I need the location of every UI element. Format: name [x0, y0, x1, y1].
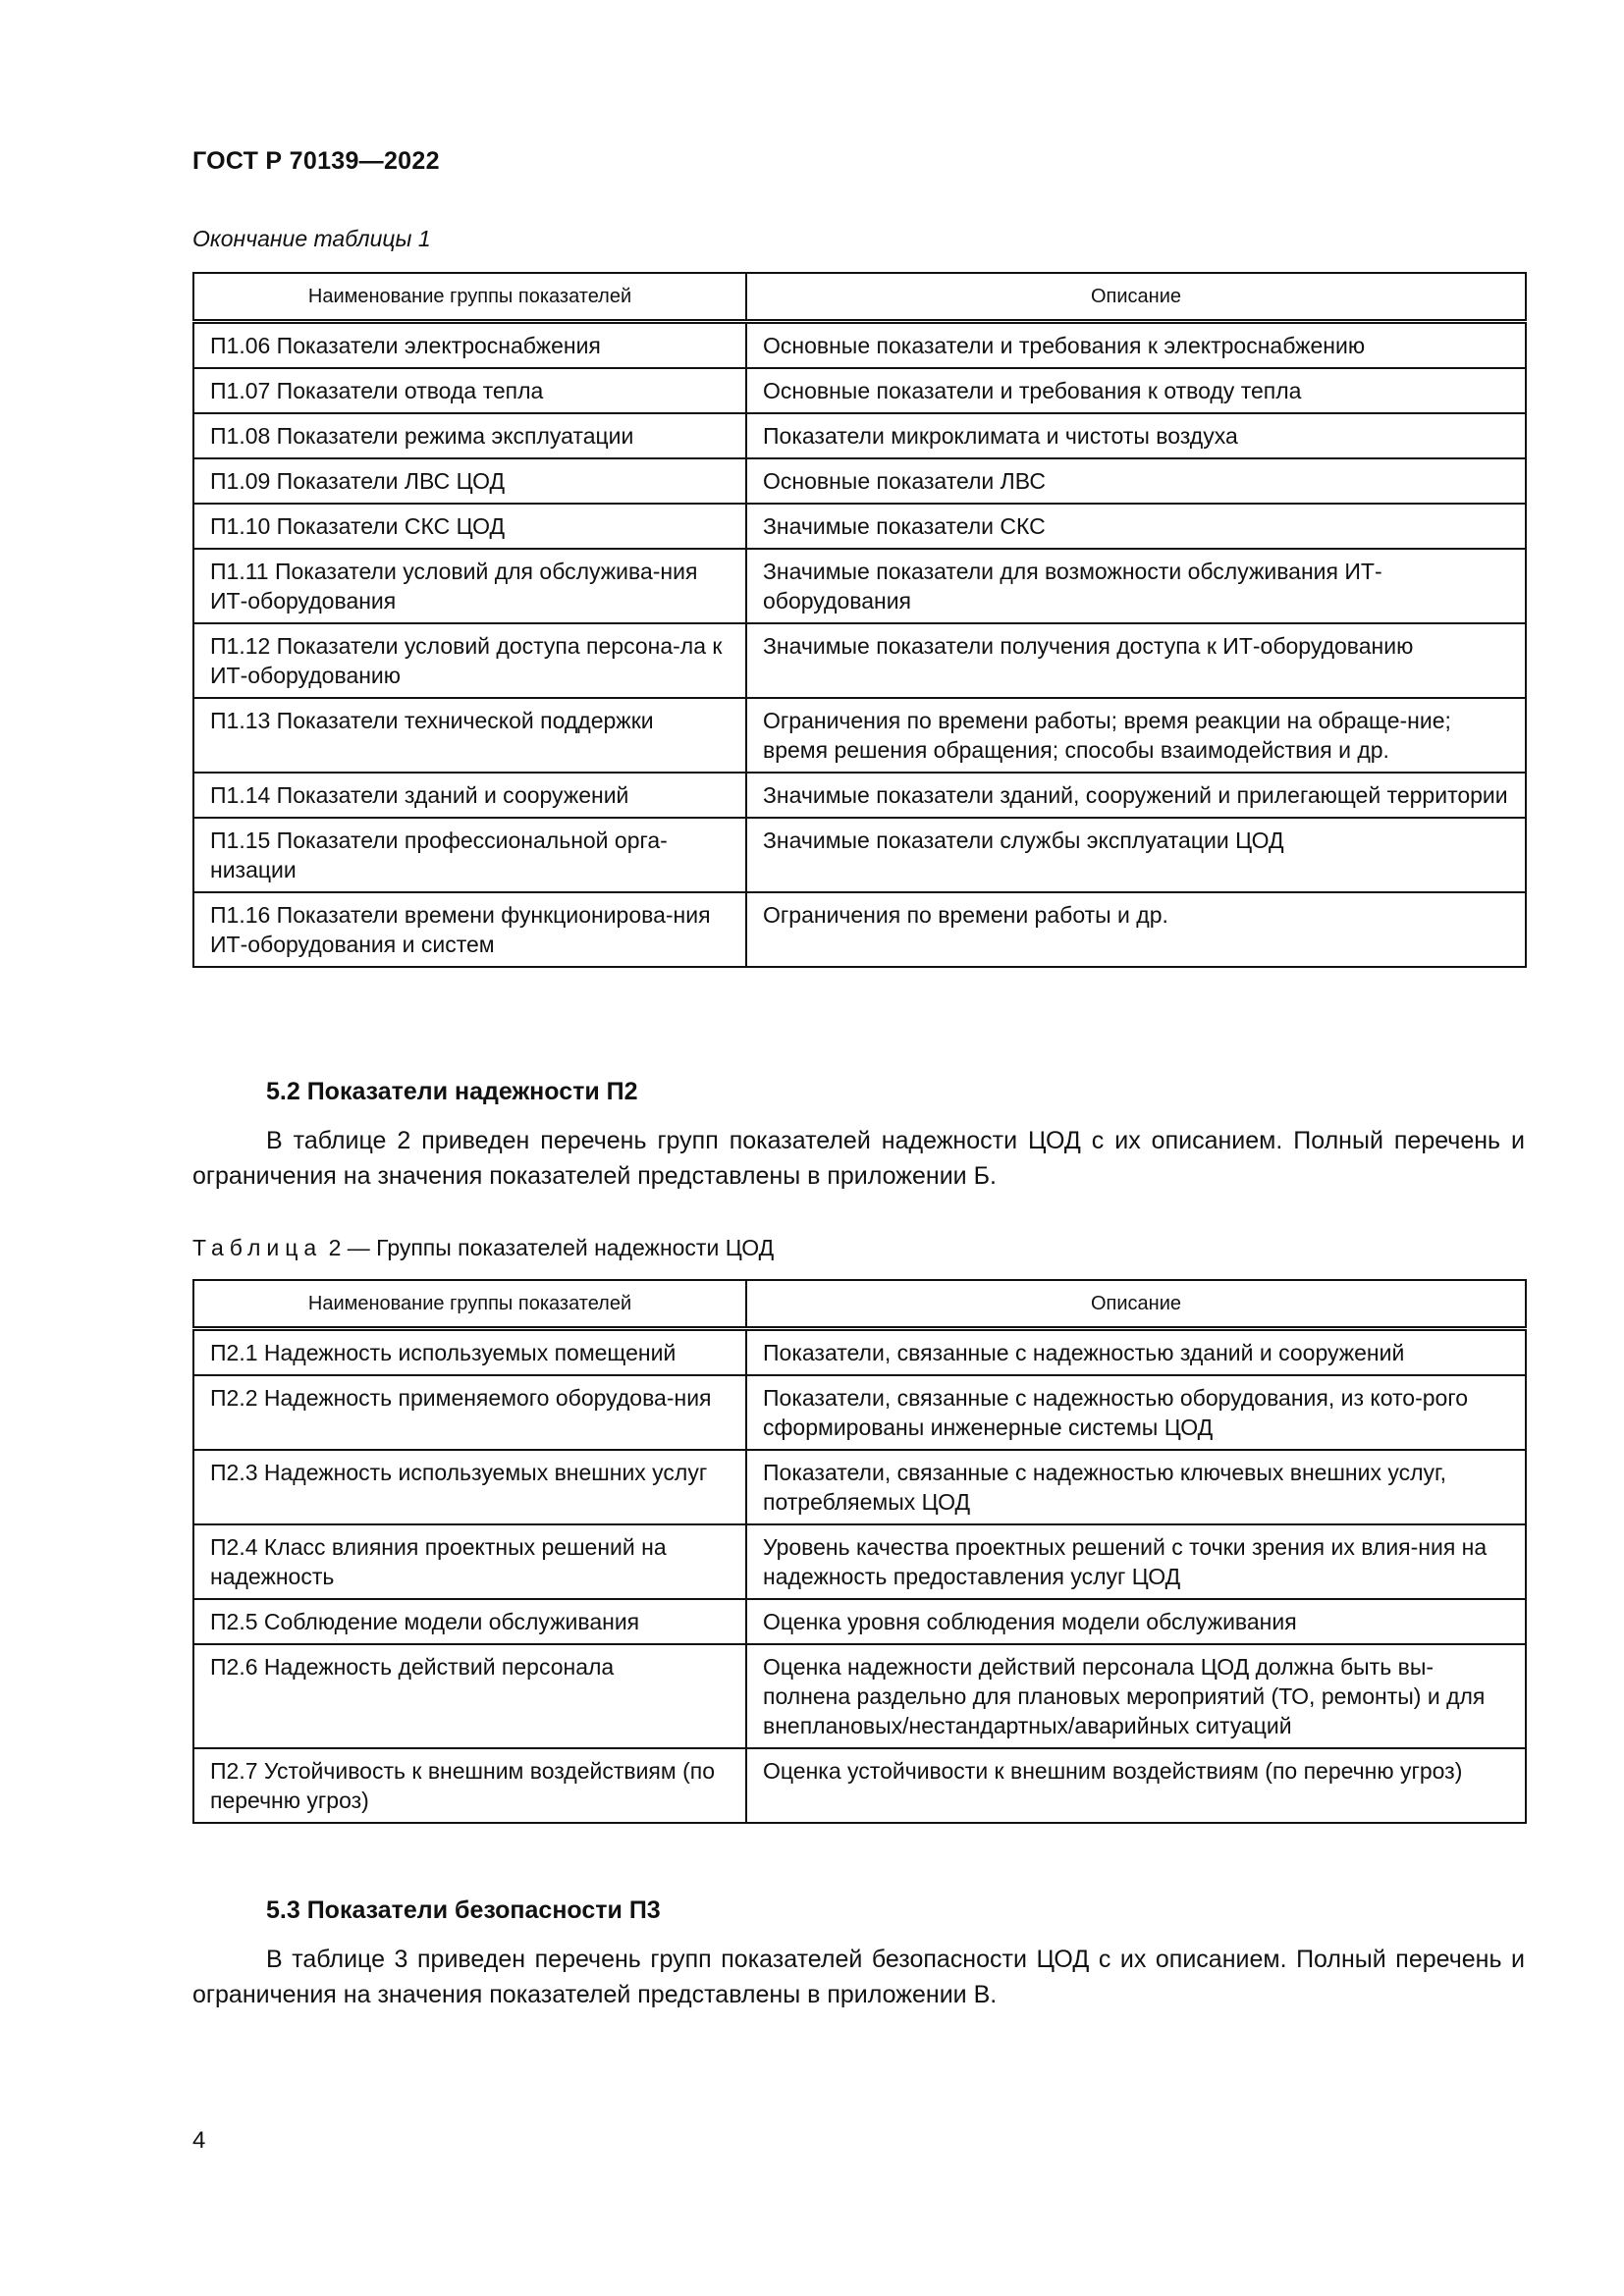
section-5-2-heading: 5.2 Показатели надежности П2 — [266, 1078, 638, 1105]
group-name-cell: П2.1 Надежность используемых помещений — [193, 1329, 746, 1376]
group-name-cell: П1.15 Показатели профессиональной орга-низации — [193, 818, 746, 892]
table-row — [193, 1375, 1526, 1450]
table-row — [193, 1748, 1526, 1823]
column-header-description: Описание — [746, 1280, 1526, 1329]
description-cell: Основные показатели ЛВС — [746, 458, 1526, 504]
section-5-3-heading: 5.3 Показатели безопасности П3 — [266, 1896, 661, 1924]
description-cell: Основные показатели и требования к отводу тепла — [746, 368, 1526, 413]
table-row — [193, 1599, 1526, 1644]
document-header-title: ГОСТ Р 70139—2022 — [192, 147, 440, 175]
table-row — [193, 1644, 1526, 1748]
group-name-cell: П1.07 Показатели отвода тепла — [193, 368, 746, 413]
column-header-name: Наименование группы показателей — [193, 1280, 746, 1329]
group-name-cell: П2.7 Устойчивость к внешним воздействиям (по перечню угроз) — [193, 1748, 746, 1823]
column-header-description: Описание — [746, 273, 1526, 322]
table2-caption-word: Таблица — [192, 1235, 323, 1260]
table-row — [193, 1450, 1526, 1524]
group-name-cell: П1.09 Показатели ЛВС ЦОД — [193, 458, 746, 504]
group-name-cell: П2.6 Надежность действий персонала — [193, 1644, 746, 1748]
group-name-cell: П1.14 Показатели зданий и сооружений — [193, 773, 746, 818]
table-row — [193, 1329, 1526, 1376]
table1-continuation-label: Окончание таблицы 1 — [192, 226, 431, 251]
group-name-cell: П2.4 Класс влияния проектных решений на надежность — [193, 1524, 746, 1599]
table-row — [193, 1524, 1526, 1599]
description-cell: Основные показатели и требования к электроснабжению — [746, 322, 1526, 369]
description-cell: Значимые показатели службы эксплуатации ЦОД — [746, 818, 1526, 892]
table-row — [193, 458, 1526, 504]
group-name-cell: П2.5 Соблюдение модели обслуживания — [193, 1599, 746, 1644]
table-row — [193, 623, 1526, 698]
table-row — [193, 818, 1526, 892]
group-name-cell: П1.16 Показатели времени функционирова-ния ИТ-оборудования и систем — [193, 892, 746, 967]
description-cell: Оценка надежности действий персонала ЦОД должна быть вы-полнена раздельно для плановых мероприятий (ТО, ремонты) и для внеплановых/нестандартных/аварийных ситуаций — [746, 1644, 1526, 1748]
description-cell: Показатели, связанные с надежностью оборудования, из кото-рого сформированы инженерные системы ЦОД — [746, 1375, 1526, 1450]
group-name-cell: П1.13 Показатели технической поддержки — [193, 698, 746, 773]
description-cell: Показатели микроклимата и чистоты воздуха — [746, 413, 1526, 458]
description-cell: Значимые показатели СКС — [746, 504, 1526, 549]
group-name-cell: П1.12 Показатели условий доступа персона-ла к ИТ-оборудованию — [193, 623, 746, 698]
table-header-row — [193, 273, 1526, 322]
table-row — [193, 504, 1526, 549]
section-5-3-paragraph: В таблице 3 приведен перечень групп показателей безопасности ЦОД с их описанием. Полный перечень и ограничения на значения показателей представлены в приложении В. — [192, 1946, 1525, 2008]
description-cell: Оценка устойчивости к внешним воздействиям (по перечню угроз) — [746, 1748, 1526, 1823]
table-row — [193, 413, 1526, 458]
column-header-name: Наименование группы показателей — [193, 273, 746, 322]
table-2 — [192, 1279, 1527, 1824]
table-row — [193, 549, 1526, 623]
table-row — [193, 698, 1526, 773]
group-name-cell: П2.2 Надежность применяемого оборудова-ния — [193, 1375, 746, 1450]
group-name-cell: П1.06 Показатели электроснабжения — [193, 322, 746, 369]
table-row — [193, 368, 1526, 413]
table2-caption-text: 2 — Группы показателей надежности ЦОД — [328, 1235, 775, 1260]
table2-caption — [192, 1235, 774, 1261]
description-cell: Уровень качества проектных решений с точки зрения их влия-ния на надежность предоставления услуг ЦОД — [746, 1524, 1526, 1599]
description-cell: Ограничения по времени работы и др. — [746, 892, 1526, 967]
group-name-cell: П1.10 Показатели СКС ЦОД — [193, 504, 746, 549]
description-cell: Показатели, связанные с надежностью зданий и сооружений — [746, 1329, 1526, 1376]
table-header-row — [193, 1280, 1526, 1329]
section-5-2-paragraph: В таблице 2 приведен перечень групп показателей надежности ЦОД с их описанием. Полный перечень и ограничения на значения показателей представлены в приложении Б. — [192, 1127, 1525, 1190]
description-cell: Значимые показатели получения доступа к ИТ-оборудованию — [746, 623, 1526, 698]
table-row — [193, 773, 1526, 818]
description-cell: Показатели, связанные с надежностью ключевых внешних услуг, потребляемых ЦОД — [746, 1450, 1526, 1524]
group-name-cell: П2.3 Надежность используемых внешних услуг — [193, 1450, 746, 1524]
group-name-cell: П1.11 Показатели условий для обслужива-ния ИТ-оборудования — [193, 549, 746, 623]
table-1 — [192, 272, 1527, 968]
table-row — [193, 322, 1526, 369]
description-cell: Оценка уровня соблюдения модели обслуживания — [746, 1599, 1526, 1644]
page-number: 4 — [192, 2127, 206, 2154]
description-cell: Ограничения по времени работы; время реакции на обраще-ние; время решения обращения; способы взаимодействия и др. — [746, 698, 1526, 773]
table-row — [193, 892, 1526, 967]
description-cell: Значимые показатели для возможности обслуживания ИТ-оборудования — [746, 549, 1526, 623]
group-name-cell: П1.08 Показатели режима эксплуатации — [193, 413, 746, 458]
description-cell: Значимые показатели зданий, сооружений и прилегающей территории — [746, 773, 1526, 818]
